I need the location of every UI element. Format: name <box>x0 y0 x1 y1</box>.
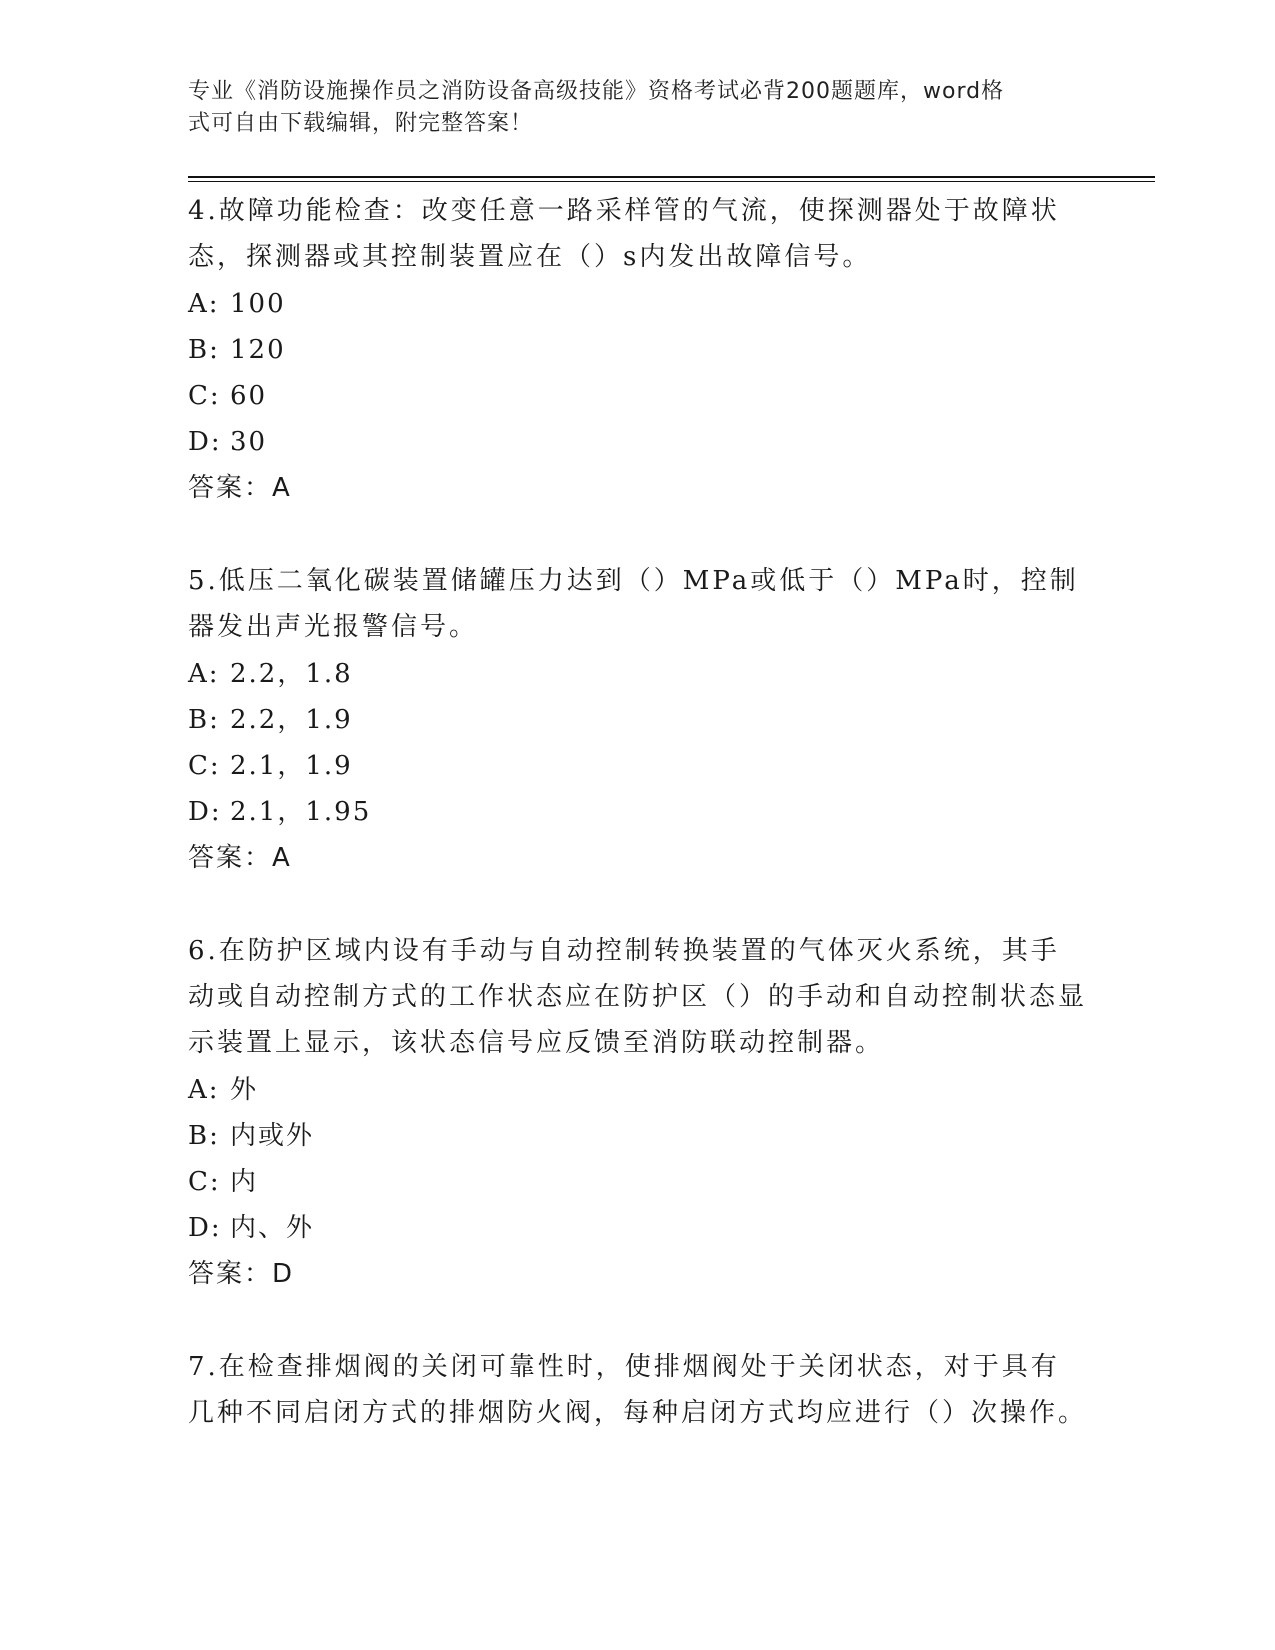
answer-line: 答案：A <box>188 843 292 873</box>
option-value: 120 <box>230 335 286 365</box>
option-value: 30 <box>230 427 268 457</box>
option-letter: B: <box>188 705 220 735</box>
header-line-2: 式可自由下载编辑，附完整答案！ <box>188 111 534 136</box>
option-a <box>188 1067 1088 1113</box>
option-value: 100 <box>230 289 286 319</box>
option-value: 2.1，1.95 <box>230 797 372 827</box>
question-list <box>188 188 1088 1483</box>
header-line-1: 专业《消防设施操作员之消防设备高级技能》资格考试必背200题题库，word格 <box>188 79 1005 104</box>
option-value: 内、外 <box>230 1213 315 1243</box>
option-value: 2.2，1.9 <box>230 705 353 735</box>
option-letter: B: <box>188 1121 220 1151</box>
option-d <box>188 419 1088 465</box>
option-letter: A: <box>188 1075 220 1105</box>
document-header <box>188 76 1078 140</box>
option-letter: C: <box>188 1167 221 1197</box>
question-text: 7.在检查排烟阀的关闭可靠性时，使排烟阀处于关闭状态，对于具有几种不同启闭方式的排烟防火阀，每种启闭方式均应进行（）次操作。 <box>188 1352 1088 1428</box>
option-c <box>188 1159 1088 1205</box>
option-value: 2.2，1.8 <box>230 659 353 689</box>
answer-line: 答案：D <box>188 1259 295 1289</box>
question-text: 5.低压二氧化碳装置储罐压力达到（）MPa或低于（）MPa时，控制器发出声光报警信号。 <box>188 566 1079 642</box>
option-c <box>188 743 1088 789</box>
option-letter: A: <box>188 659 220 689</box>
option-value: 内或外 <box>230 1121 315 1151</box>
question-7 <box>188 1344 1088 1436</box>
answer-line: 答案：A <box>188 473 292 503</box>
option-a <box>188 281 1088 327</box>
option-a <box>188 651 1088 697</box>
question-text: 4.故障功能检查：改变任意一路采样管的气流，使探测器处于故障状态，探测器或其控制装置应在（）s内发出故障信号。 <box>188 196 1060 272</box>
option-letter: D: <box>188 797 222 827</box>
question-text: 6.在防护区域内设有手动与自动控制转换装置的气体灭火系统，其手动或自动控制方式的工作状态应在防护区（）的手动和自动控制状态显示装置上显示，该状态信号应反馈至消防联动控制器。 <box>188 936 1088 1058</box>
header-divider-thick <box>188 176 1155 178</box>
option-value: 外 <box>230 1075 259 1105</box>
option-c <box>188 373 1088 419</box>
option-letter: C: <box>188 751 221 781</box>
option-letter: D: <box>188 1213 222 1243</box>
option-d <box>188 789 1088 835</box>
option-value: 60 <box>230 381 268 411</box>
option-letter: D: <box>188 427 222 457</box>
option-d <box>188 1205 1088 1251</box>
option-b <box>188 1113 1088 1159</box>
option-value: 内 <box>230 1167 259 1197</box>
question-4 <box>188 188 1088 511</box>
question-6 <box>188 928 1088 1297</box>
option-b <box>188 327 1088 373</box>
option-value: 2.1，1.9 <box>230 751 353 781</box>
option-letter: C: <box>188 381 221 411</box>
header-divider-thin <box>188 181 1155 182</box>
question-5 <box>188 558 1088 881</box>
option-letter: A: <box>188 289 220 319</box>
option-letter: B: <box>188 335 220 365</box>
option-b <box>188 697 1088 743</box>
